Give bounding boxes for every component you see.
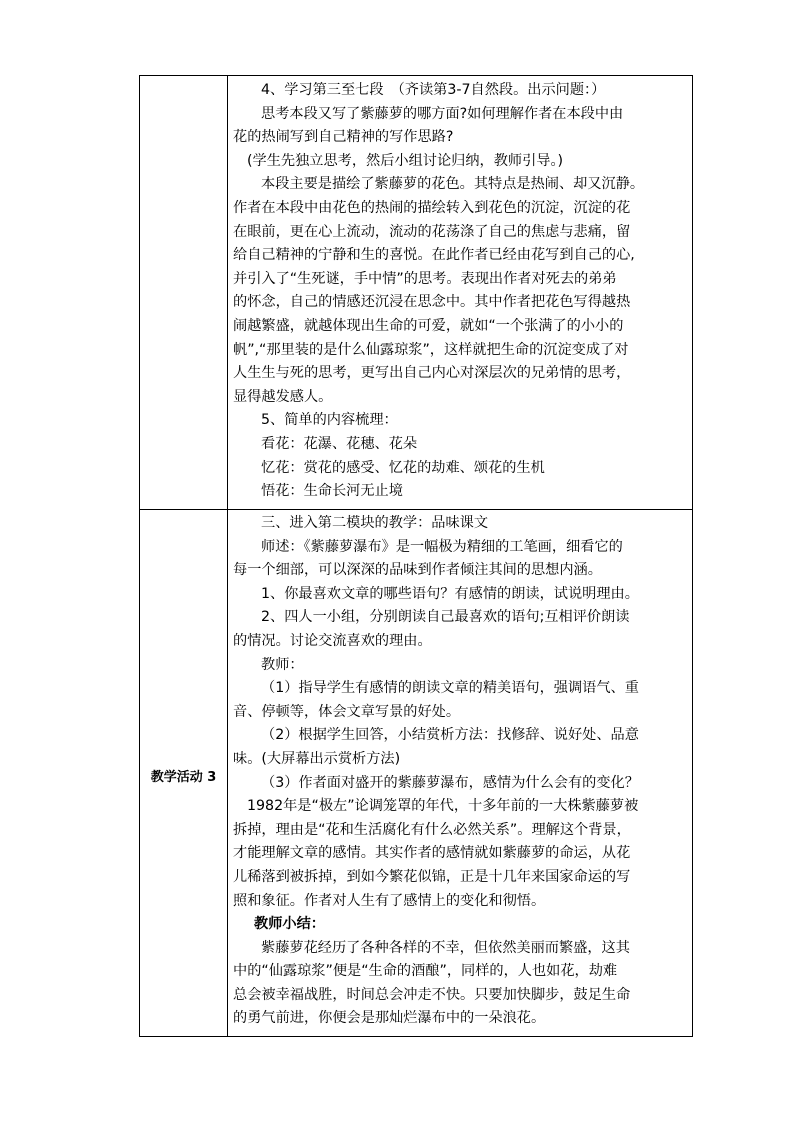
text-line: 忆花：赏花的感受、忆花的劫难、颂花的生机 <box>261 459 545 476</box>
text-line: 4、学习第三至七段 （齐读第3-7自然段。出示问题：） <box>261 82 606 98</box>
text-line: 1、你最喜欢文章的哪些语句？有感情的朗读，试说明理由。 <box>261 585 639 602</box>
text-line: 教师： <box>261 656 304 673</box>
text-line: （2）根据学生回答，小结赏析方法：找修辞、说好处、品意 <box>261 727 639 744</box>
text-line: 给自己精神的宁静和生的喜悦。在此作者已经由花写到自己的心, <box>233 247 635 264</box>
text-line: 每一个细部，可以深深的品味到作者倾注其间的思想内涵。 <box>233 562 602 579</box>
text-line: 味。(大屏幕出示赏析方法) <box>233 750 401 767</box>
text-line: 人生生与死的思考，更写出自己内心对深层次的兄弟情的思考， <box>233 365 631 382</box>
text-line: 本段主要是描绘了紫藤萝的花色。其特点是热闹、却又沉静。 <box>261 176 645 193</box>
text-line: 作者在本段中由花色的热闹的描绘转入到花色的沉淀，沉淀的花 <box>233 199 631 216</box>
text-line: 闹越繁盛，就越体现出生命的可爱，就如“一个张满了的小小的 <box>233 317 624 334</box>
lesson-table <box>139 75 693 1037</box>
text-line: 花的热闹写到自己精神的写作思路? <box>233 129 454 146</box>
text-line: 的情况。讨论交流喜欢的理由。 <box>233 632 432 649</box>
text-line: 5、简单的内容梳理： <box>261 412 398 429</box>
text-line: 师述：《紫藤萝瀑布》是一幅极为精细的工笔画，细看它的 <box>261 538 623 555</box>
text-line: 紫藤萝花经历了各种各样的不幸，但依然美丽而繁盛，这其 <box>261 939 630 956</box>
text-line: 思考本段又写了紫藤萝的哪方面?如何理解作者在本段中由 <box>261 105 624 122</box>
text-line: （3）作者面对盛开的紫藤萝瀑布，感情为什么会有的变化？ <box>261 774 639 791</box>
text-line: 2、四人一小组，分别朗读自己最喜欢的语句;互相评价朗读 <box>261 609 630 626</box>
text-line: 看花：花瀑、花穗、花朵 <box>261 435 418 452</box>
text-line: 在眼前，更在心上流动，流动的花荡涤了自己的焦虑与悲痛，留 <box>233 223 631 240</box>
text-line: (学生先独立思考，然后小组讨论归纳，教师引导。) <box>247 152 564 169</box>
text-line: 并引入了“生死谜，手中情”的思考。表现出作者对死去的弟弟 <box>233 270 617 287</box>
text-line: 音、停顿等，体会文章写景的好处。 <box>233 703 461 720</box>
text-line: 总会被幸福战胜，时间总会冲走不快。只要加快脚步，鼓足生命 <box>233 986 631 1003</box>
text-line: 悟花：生命长河无止境 <box>261 483 403 500</box>
text-line: 三、进入第二模块的教学：品味课文 <box>261 515 489 531</box>
text-line: 才能理解文章的感情。其实作者的感情就如紫藤萝的命运，从花 <box>233 845 631 862</box>
text-line: 的勇气前进，你便会是那灿烂瀑布中的一朵浪花。 <box>233 1010 546 1027</box>
activity-label: 教学活动 3 <box>150 770 217 785</box>
text-line: 显得越发感人。 <box>233 388 333 405</box>
text-line: 照和象征。作者对人生有了感情上的变化和彻悟。 <box>233 892 546 909</box>
text-line: （1）指导学生有感情的朗读文章的精美语句，强调语气、重 <box>261 680 639 697</box>
row1-content-cell <box>228 79 692 504</box>
row-divider <box>140 509 692 510</box>
row2-content-cell <box>228 512 692 1031</box>
text-line: 帆”,“那里装的是什么仙露琼浆”，这样就把生命的沉淀变成了对 <box>233 341 629 358</box>
text-line: 儿稀落到被拆掉，到如今繁花似锦，正是十几年来国家命运的写 <box>233 868 631 885</box>
text-line: 1982年是“极左”论调笼罩的年代，十多年前的一大株紫藤萝被 <box>247 798 639 815</box>
text-line: 拆掉，理由是“花和生活腐化有什么必然关系”。理解这个背景， <box>233 821 631 838</box>
summary-heading: 教师小结： <box>254 916 325 933</box>
text-line: 中的“仙露琼浆”便是“生命的酒酿”，同样的，人也如花，劫难 <box>233 963 618 980</box>
text-line: 的怀念，自己的情感还沉浸在思念中。其中作者把花色写得越热 <box>233 294 631 311</box>
